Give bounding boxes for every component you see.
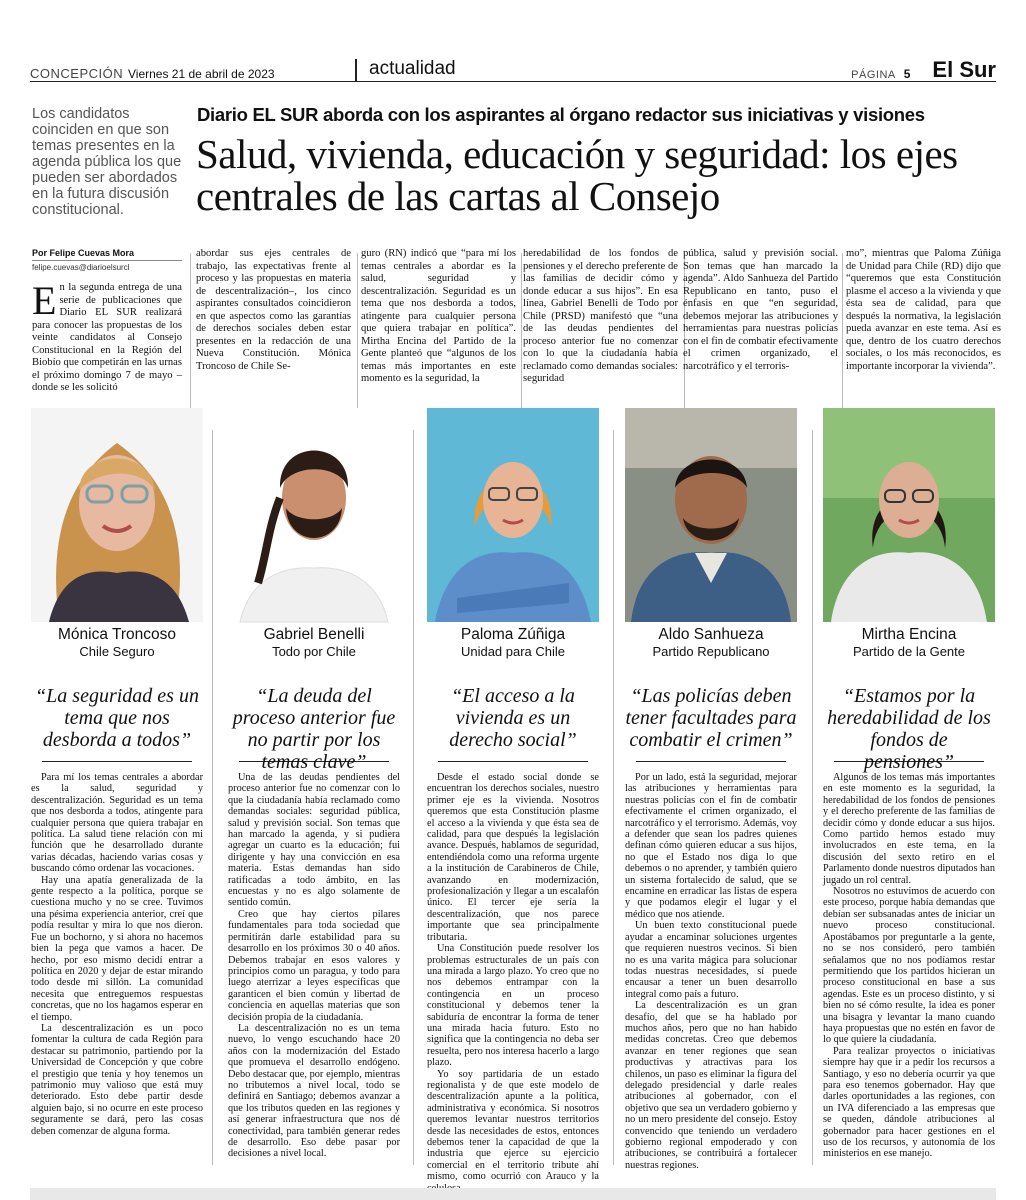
candidate-quote: “Estamos por la heredabilidad de los fondos de pensiones” [827,685,991,773]
sidebar-lead: Los candidatos coinciden en que son temas presentes en la agenda pública los que pueden ser abordados en la futura discusión constitucional. [32,106,182,218]
page-number: 5 [903,67,911,81]
candidate-photo [625,408,797,622]
author-email: felipe.cuevas@diarioelsurcl [32,263,130,272]
quote-divider [42,761,192,762]
column-divider [613,430,614,1165]
paragraph: Por un lado, está la seguridad, mejorar las atribuciones y herramientas para nuestras policías con el fin de combatir efectivamente el crimen organizado, el narcotráfico y el terrorismo. Además, voy a defender que sean los padres quienes definan cómo quieren educar a sus hijos, no que el Estado nos diga lo que debemos o no aprender, y también quiero un sistema fortalecido de salud, que se encamine en erradicar las listas de espera y que podamos elegir el lugar y el médico que nos atiende. [625,772,797,920]
column-divider [521,253,522,415]
intro-text: guro (RN) indicó que “para mí los temas centrales a abordar es la salud, seguridad y descentralización. Seguridad es un tema que nos desborda a todos, atingente para cualquier persona que quiera trabajar en política”. Mirtha Encina del Partido de la Gente planteó que “algunos de los temas más importantes en este momento es la seguridad, la [361,248,516,384]
column-divider [212,430,213,1165]
candidate-quote: “Las policías deben tener facultades para combatir el crimen” [625,685,797,751]
candidate-card [228,408,400,1174]
page-footer-band [30,1188,996,1200]
paragraph: Yo soy partidaria de un estado regionalista y de que este modelo de descentralización apunte a la política, administrativa y económica. Si nosotros queremos levantar nuestros territorios desde las necesidades de estos, entonces debemos tener la capacidad de que la industria que ejerce su ejercicio comercial en el territorio tribute ahí mismo, como ocurrió con Arauco y la [427,1068,599,1183]
newspaper-logo: El Sur [932,57,996,82]
intro-column-2 [196,248,351,416]
column-divider [413,430,414,1165]
candidate-body [823,772,995,1174]
candidate-card [625,408,797,1174]
paragraph: Para realizar proyectos o iniciativas siempre hay que ir a pedir los recursos a Santiago, y eso no debería ocurrir ya que para eso tenemos gobernador. Hay que darles oportunidades a las regiones, con un IVA diferenciado a las empresas que se queden, dándole atribuciones al gobernador para hacer gestiones en el uso de los recursos, y autonomía de los ministerios en ese manejo. [823,1045,995,1160]
intro-text: pública, salud y previsión social. Son temas que han marcado la agenda”. Aldo Sanhueza del Partido Republicano en tanto, puso el énfasis en que “en seguridad, debemos mejorar las atribuciones y herramientas para nuestras policías con el fin de combatir efectivamente el crimen organizado, el narcotráfico y el terroris- [683,248,839,372]
paragraph: Algunos de los temas más importantes en este momento es la seguridad, la heredabilidad de los fondos de pensiones y el derecho preferente de las familias de decidir cómo y donde educar a sus hijos. Como partido hemos estado muy involucrados en este tema, en la discusión del sexto retiro en el Parlamento donde nuestros diputados han jugado un rol central. [823,772,995,886]
paragraph: Un buen texto constitucional puede ayudar a encaminar soluciones urgentes que requieren nuestros vecinos. Si bien no es una varita mágica para solucionar todas nuestras necesidades, sí puede encausar a tener un buen desarrollo integral como país a futuro. [625,920,797,1000]
candidate-party: Unidad para Chile [460,644,566,659]
intro-column-5 [683,248,838,416]
header-city: CONCEPCIÓN [30,66,124,81]
candidate-party: Partido de la Gente [852,644,966,659]
candidate-quote: “El acceso a la vivienda es un derecho social” [449,685,577,751]
column-divider [842,253,843,415]
candidate-body [228,772,400,1174]
page-header [30,57,996,82]
intro-text: n la segunda entrega de una serie de publicaciones que Diario EL SUR realizará para conocer las propuestas de los veinte candidatos al Consejo Constitucional en la Región del Biobío que competirán en las urnas el próximo domingo 7 de mayo –donde se les solicitó [32,282,182,393]
candidate-party: Chile Seguro [79,644,155,659]
column-divider [812,430,813,1165]
intro-text: heredabilidad de los fondos de pensiones y el derecho preferente de las familias de decidir cómo y donde educar a sus hijos”. En esa línea, Gabriel Benelli de Todo por Chile (PRSD) manifestó que “una de las deudas pendientes del proceso anterior fue no comenzar con lo que la ciudadanía había reclamado como demandas sociales: seguridad [523,248,678,384]
header-section: actualidad [355,59,456,81]
paragraph: Hay una apatía generalizada de la gente respecto a la política, porque se cuestiona mucho y no se cree. Tuvimos una pésima experiencia anterior, creí que podía resultar y mira lo que nos dieron. Fue un bochorno, y si ahora no hacemos bien la pega que vamos a hacer. De hecho, por eso mismo decidí entrar a política en 2020 y dejar de estar mirando todo desde mi sillón. La comunidad necesita que entreguemos respuestas concretas, que no los hagamos esperar en el tiempo. [31,874,203,1023]
paragraph: La descentralización es un gran desafío, del que se ha hablado por muchos años, pero que no han habido medidas concretas. Creo que debemos avanzar en tener regiones que sean productivas y atractivas para los chilenos, un paso es eliminar la figura del delegado presidencial y darle reales atribuciones al gobernador, con el objetivo que sea un verdadero gobierno y no un mero presidente del consejo. Estoy convencido que teniendo un verdadero gobierno regional empoderado y con atribuciones, se contribuirá a fortalecer nuestras regiones. [625,1000,797,1171]
candidate-name: Mirtha Encina [861,626,957,643]
candidate-name: Aldo Sanhueza [658,626,764,643]
byline: Por Felipe Cuevas Mora [32,248,182,261]
candidate-quote: “La deuda del proceso anterior fue no partir por los temas clave” [232,685,396,773]
intro-column-4 [523,248,678,416]
intro-column-3 [361,248,516,416]
page-info [851,59,996,81]
paragraph: Una Constitución puede resolver los problemas estructurales de un país con una mirada a largo plazo. Yo creo que no nos debemos entrampar con la contingencia en un proceso constitucional y debemos tener la sabiduría de encontrar la forma de tener una mirada hacia futuro. Esto no significa que la contingencia no deba ser resuelta, pero nos interesa hacerlo a largo plazo. [427,943,599,1069]
candidate-body [427,772,599,1183]
header-date: Viernes 21 de abril de 2023 [128,67,275,81]
paragraph: Creo que hay ciertos pilares fundamentales para toda sociedad que permitirán darle estabilidad para su desarrollo en los próximos 30 o 40 años. Debemos trabajar en esos valores y principios como un paragua, y todo para luego aterrizar a leyes específicas que garanticen el bien común y libertad de conciencia en aquellas materias que son decisión propia de la ciudadanía. [228,908,400,1023]
paragraph: Para mí los temas centrales a abordar es la salud, seguridad y descentralización. Seguridad es un tema que nos desborda a todos, atingente para cualquier persona que quiera trabajar en política. La salud tiene relación con mi función que he desarrollado durante varias décadas, haciendo varias cosas y buscando cómo ordenar las vocaciones. [31,772,203,875]
candidate-card [823,408,995,1174]
intro-column-1 [32,278,182,422]
candidate-name: Gabriel Benelli [263,626,365,643]
candidate-name: Paloma Zúñiga [460,626,566,643]
paragraph: Una de las deudas pendientes del proceso anterior fue no comenzar con lo que la ciudadanía había reclamado como demandas sociales: seguridad pública, salud y previsión social. Son temas que han marcado la agenda, y si pudiera agregar un cuarto es la educación; fui dirigente y hay una convicción en esa materia. Estas demandas han sido ratificadas a todo ámbito, en las encuestas y no es algo solamente de sentido común. [228,772,400,909]
column-divider [357,253,358,415]
candidate-body [31,772,203,1174]
kicker: Diario EL SUR aborda con los aspirantes al órgano redactor sus iniciativas y visiones [197,104,925,125]
page-label: PÁGINA [851,69,896,81]
candidate-name: Mónica Troncoso [57,626,177,643]
candidate-quote: “La seguridad es un tema que nos desborda a todos” [35,685,199,751]
candidate-photo [31,408,203,622]
quote-divider [636,761,786,762]
intro-column-6 [846,248,1001,416]
quote-divider [438,761,588,762]
candidate-party: Partido Republicano [652,644,770,659]
paragraph: Desde el estado social donde se encuentran los derechos sociales, nuestro primer eje es la vivienda. Nosotros queremos que esta Constitución plasme el acceso a la vivienda y que ésta sea de calidad, para que después la legislación avance. Después, hablamos de seguridad, entendiéndola como una reforma urgente a la institución de Carabineros de Chile, avanzando en modernización, profesionalización y llegar a un escalafón único. El tercer eje sería la descentralización, que nos parece importante que sea principalmente tributaria. [427,772,599,943]
candidate-body [625,772,797,1174]
column-divider [190,253,191,415]
candidate-photo [427,408,599,622]
candidate-card [31,408,203,1174]
candidate-party: Todo por Chile [272,644,356,659]
intro-text: abordar sus ejes centrales de trabajo, las expectativas frente al proceso y las propuestas en materia de descentralización–, los cinco aspirantes consultados coincidieron en que aspectos como las garantías de derechos sociales deben estar presentes en la redacción de una Nueva Constitución. Mónica Troncoso de Chile Se- [196,248,351,372]
candidate-photo [823,408,995,622]
paragraph: La descentralización es un poco fomentar la cultura de cada Región para destacar su patrimonio, partiendo por la Universidad de Concepción y que cobre el prestigio que tenía y hoy tenemos un patrimonio muy valioso que está muy deteriorado. Esto debe partir desde alguien bajo, si no ocurre en este proceso seguramente se dará, pero las cosas deben comenzar de alguna forma. [31,1022,203,1137]
candidate-card [427,408,599,1183]
paragraph: La descentralización no es un tema nuevo, lo vengo escuchando hace 20 años con la modernización del Estado que promueva el desarrollo endógeno. Debo destacar que, por ejemplo, mientras no tributemos a nivel local, todo se definirá en Santiago; debemos avanzar a que los tributos queden en las regiones y así generar infraestructura que nos dé conectividad, para también generar redes de desarrollo. Eso debe pasar por decisiones a nivel local. [228,1022,400,1160]
intro-text: mo”, mientras que Paloma Zúñiga de Unidad para Chile (RD) dijo que “queremos que esta Constitución plasme el acceso a la vivienda y que ésta sea de calidad, para que después la normativa, la legislación pueda avanzar en este tema. Así es que, dentro de los cuatro derechos sociales, o los más reconocidos, es importante incorporar la vivienda”. [846,248,1001,372]
drop-cap: E [32,278,57,323]
candidate-photo [228,408,400,622]
headline: Salud, vivienda, educación y seguridad: los ejes centrales de las cartas al Consejo [196,131,958,219]
paragraph: Nosotros no estuvimos de acuerdo con este proceso, porque había demandas que debían ser subsanadas antes de iniciar un nuevo proceso constitucional. Apostábamos por preguntarle a la gente, no se nos consideró, pero también señalamos que no nos podíamos restar permitiendo que los partidos hicieran un proceso constitucional en base a sus agendas. Este es un proceso distinto, y si bien no sé cómo resulte, la idea es poner una bisagra y levantar la mano cuando haya propuestas que no estén en favor de lo que quiere la ciudadanía. [823,886,995,1046]
